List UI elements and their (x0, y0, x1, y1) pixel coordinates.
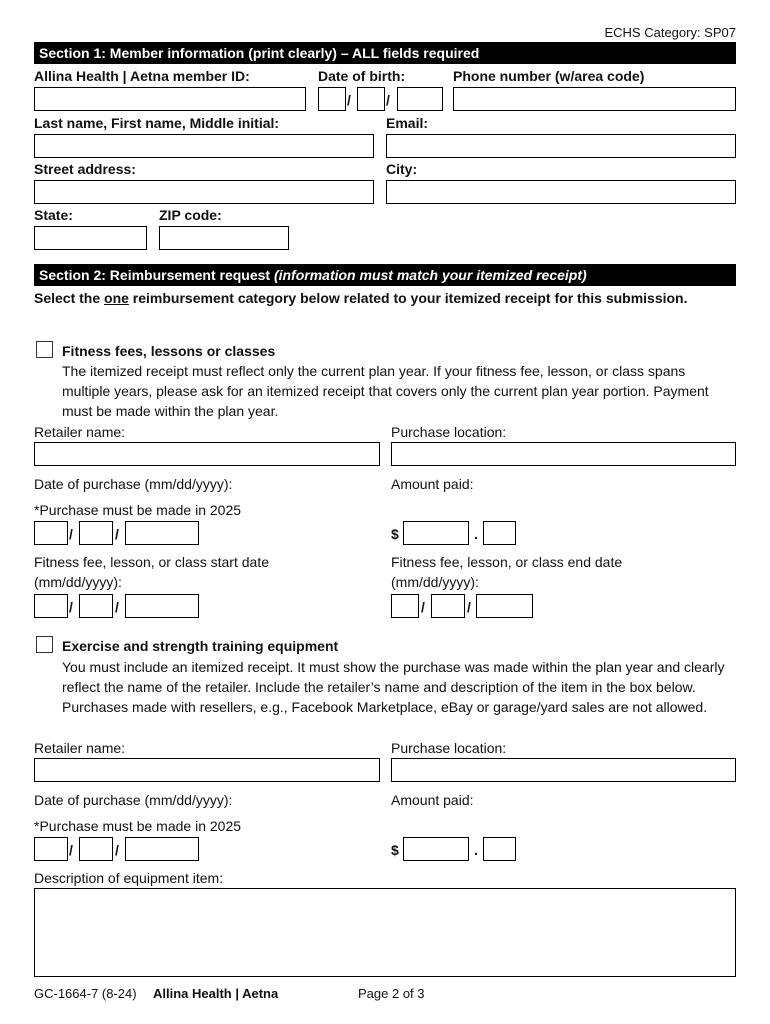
ech-category: ECHS Category: SP07 (604, 25, 736, 40)
name-field[interactable] (34, 134, 374, 158)
fitness-purchase-year-field[interactable] (125, 521, 199, 545)
fitness-purchase-day-field[interactable] (79, 521, 113, 545)
section2-title-main: Section 2: Reimbursement request (39, 267, 274, 283)
fitness-end-year-field[interactable] (476, 594, 533, 618)
fitness-start-year-field[interactable] (125, 594, 199, 618)
state-field[interactable] (34, 226, 147, 250)
equipment-amount-cents-field[interactable] (483, 837, 516, 861)
dob-slash-1: / (347, 92, 351, 108)
state-label: State: (34, 207, 73, 223)
fitness-purchase-note: *Purchase must be made in 2025 (34, 502, 242, 518)
street-field[interactable] (34, 180, 374, 204)
equipment-description: You must include an itemized receipt. It must show the purchase was made within the plan year and clearly reflect the name of the retailer. Include the retailer’s name and description of the item in the box below. Purchases made with resellers, e.g., Facebook Marketplace, eBay or garage/yard sales are not allowed. (62, 659, 725, 715)
fitness-end-label: Fitness fee, lesson, or class end date (mm/dd/yyyy): (391, 554, 623, 590)
fitness-purchase-slash-2: / (115, 526, 119, 542)
member-id-field[interactable] (34, 87, 306, 111)
equipment-amount-dollars-field[interactable] (403, 837, 469, 861)
name-label: Last name, First name, Middle initial: (34, 115, 280, 131)
street-label: Street address: (34, 161, 136, 177)
page-number: Page 2 of 3 (358, 986, 425, 1001)
dob-label: Date of birth: (318, 68, 406, 84)
equipment-location-field[interactable] (391, 758, 736, 782)
fitness-start-slash-2: / (115, 599, 119, 615)
fitness-purchase-month-field[interactable] (34, 521, 68, 545)
fitness-end-slash-1: / (421, 599, 425, 615)
fitness-amount-label: Amount paid: (391, 476, 474, 492)
equipment-dollar-sign: $ (391, 842, 399, 858)
fitness-end-slash-2: / (467, 599, 471, 615)
equipment-location-label: Purchase location: (391, 740, 507, 756)
fitness-end-month-field[interactable] (391, 594, 419, 618)
fitness-start-month-field[interactable] (34, 594, 68, 618)
fitness-heading: Fitness fees, lessons or classes (62, 343, 276, 359)
fitness-start-label: Fitness fee, lesson, or class start date (mm/dd/yyyy): (34, 554, 269, 590)
zip-label: ZIP code: (159, 207, 222, 223)
footer-brand: Allina Health | Aetna (153, 986, 279, 1001)
fitness-start-day-field[interactable] (79, 594, 113, 618)
equipment-heading: Exercise and strength training equipment (62, 638, 339, 654)
section2-title-note: (information must match your itemized receipt) (273, 267, 587, 283)
fitness-date-label: Date of purchase (mm/dd/yyyy): (34, 476, 233, 492)
email-label: Email: (386, 115, 429, 131)
phone-field[interactable] (453, 87, 736, 111)
fitness-retailer-label: Retailer name: (34, 424, 126, 440)
city-field[interactable] (386, 180, 736, 204)
equipment-checkbox[interactable] (36, 636, 53, 653)
form-code: GC-1664-7 (8-24) (34, 986, 137, 1001)
equipment-purchase-year-field[interactable] (125, 837, 199, 861)
fitness-checkbox[interactable] (36, 341, 53, 358)
fitness-amount-dollars-field[interactable] (403, 521, 469, 545)
equipment-amount-label: Amount paid: (391, 792, 474, 808)
equipment-description-field[interactable] (34, 888, 736, 977)
section2-instructions (34, 288, 694, 308)
fitness-decimal-point: . (474, 526, 478, 542)
fitness-retailer-field[interactable] (34, 442, 380, 466)
email-field[interactable] (386, 134, 736, 158)
fitness-dollar-sign: $ (391, 526, 399, 542)
phone-label: Phone number (w/area code) (453, 68, 645, 84)
dob-year-field[interactable] (397, 87, 443, 111)
instr-pre: Select the (34, 290, 105, 306)
equipment-purchase-month-field[interactable] (34, 837, 68, 861)
equipment-retailer-field[interactable] (34, 758, 380, 782)
equipment-retailer-label: Retailer name: (34, 740, 126, 756)
section2-title (34, 264, 736, 286)
fitness-description: The itemized receipt must reflect only the current plan year. If your fitness fee, lesson, or class spans multiple years, please ask for an itemized receipt that covers only the current plan year portion. Payment must be made within the plan year. (62, 363, 709, 419)
equipment-desc-label: Description of equipment item: (34, 870, 224, 886)
equipment-decimal-point: . (474, 842, 478, 858)
dob-slash-2: / (386, 92, 390, 108)
dob-day-field[interactable] (357, 87, 385, 111)
equipment-purchase-slash-1: / (69, 842, 73, 858)
instr-one: one (104, 290, 129, 306)
equipment-purchase-day-field[interactable] (79, 837, 113, 861)
section1-title: Section 1: Member information (print clearly) – ALL fields required (34, 42, 736, 64)
member-id-label: Allina Health | Aetna member ID: (34, 68, 250, 84)
dob-month-field[interactable] (318, 87, 346, 111)
equipment-purchase-note: *Purchase must be made in 2025 (34, 818, 242, 834)
fitness-amount-cents-field[interactable] (483, 521, 516, 545)
fitness-location-field[interactable] (391, 442, 736, 466)
fitness-location-label: Purchase location: (391, 424, 507, 440)
city-label: City: (386, 161, 418, 177)
equipment-date-label: Date of purchase (mm/dd/yyyy): (34, 792, 233, 808)
fitness-purchase-slash-1: / (69, 526, 73, 542)
instr-post: reimbursement category below related to your itemized receipt for this submission. (128, 290, 688, 306)
fitness-start-slash-1: / (69, 599, 73, 615)
fitness-end-day-field[interactable] (431, 594, 465, 618)
equipment-purchase-slash-2: / (115, 842, 119, 858)
zip-field[interactable] (159, 226, 289, 250)
